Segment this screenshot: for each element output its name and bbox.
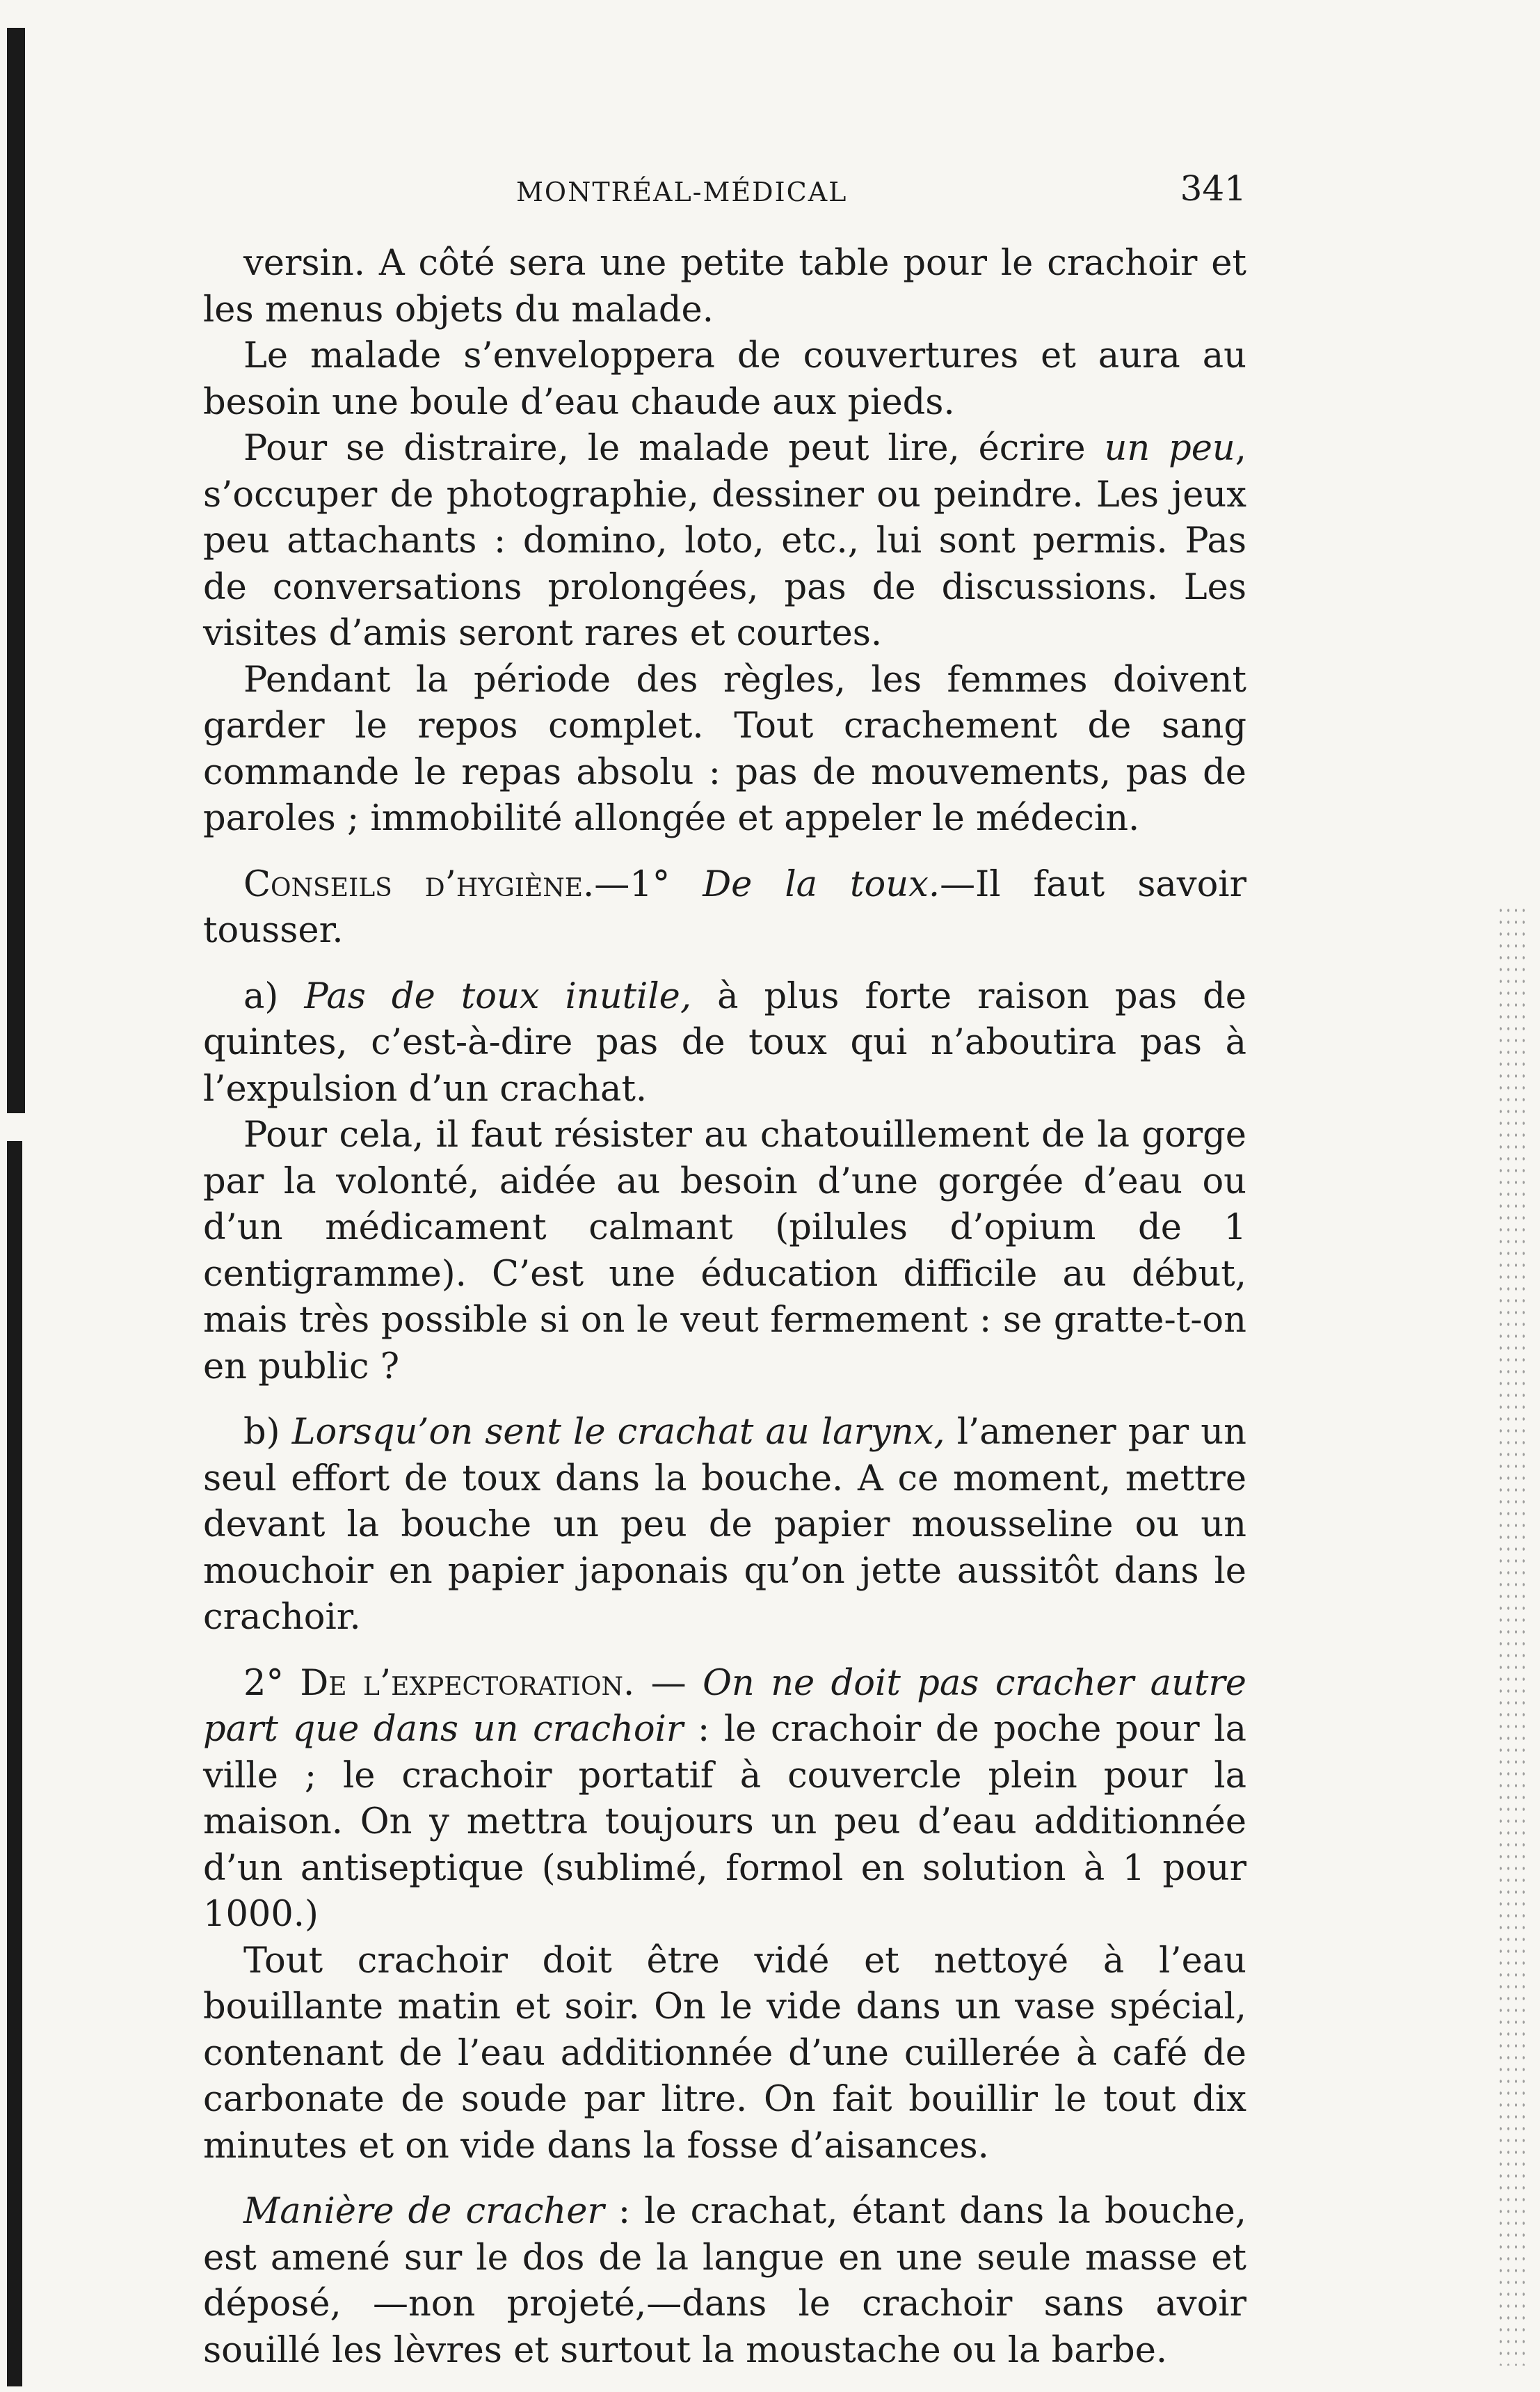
- italic-text: Lorsqu’on sent le crachat au larynx,: [291, 1412, 945, 1453]
- text-run: Tout crachoir doit être vidé et nettoyé à l’eau bouillante matin et soir. On le vide dans un vase spécial, contenant de l’eau additionnée d’une cuillerée à café de carbonate de soude par litre. On fait bouillir le tout dix minutes et on vide dans la fosse d’aisances.: [203, 1940, 1246, 2167]
- page-number: 341: [1180, 168, 1246, 209]
- text-run: —Il faut savoir tousser.: [203, 863, 1246, 951]
- book-page: [203, 164, 1246, 2371]
- paragraph: [203, 426, 1246, 657]
- text-run: b): [243, 1412, 292, 1453]
- italic-text: un peu: [1104, 428, 1235, 469]
- section-heading: De l’expectoration.: [300, 1662, 635, 1704]
- page-header: [203, 164, 1246, 213]
- paragraph: [203, 974, 1246, 1113]
- text-run: Pour se distraire, le malade peut lire, écrire: [243, 428, 1105, 469]
- italic-text: Pas de toux inutile,: [304, 975, 692, 1017]
- text-run: —1°: [594, 863, 703, 905]
- body-text: [203, 241, 1246, 2374]
- scan-noise-right-margin: [1497, 904, 1530, 2366]
- text-run: 2°: [243, 1662, 300, 1704]
- paragraph: [203, 2189, 1246, 2374]
- text-run: a): [243, 975, 305, 1017]
- paragraph: [203, 241, 1246, 333]
- paragraph: [203, 862, 1246, 955]
- text-run: versin. A côté sera une petite table pour le crachoir et les menus objets du malade.: [203, 243, 1246, 330]
- running-title: MONTRÉAL-MÉDICAL: [516, 177, 848, 207]
- text-run: Pour cela, il faut résister au chatouillement de la gorge par la volonté, aidée au besoin d’une gorgée d’eau ou d’un médicament calmant (pilules d’opium de 1 centigramme). C’est une éducation difficile au début, mais très possible si on le veut fermement : se gratte-t-on en public ?: [203, 1115, 1246, 1387]
- text-run: l’amener par un seul effort de toux dans la bouche. A ce moment, mettre devant la bouche un peu de papier mousseline ou un mouchoir en papier japonais qu’on jette aussitôt dans le crachoir.: [203, 1412, 1246, 1638]
- text-run: : le crachoir de poche pour la ville ; le crachoir portatif à couvercle plein pour la maison. On y mettra toujours un peu d’eau additionnée d’un antiseptique (sublimé, formol en solution à 1 pour 1000.): [203, 1709, 1246, 1935]
- paragraph: [203, 333, 1246, 426]
- paragraph: [203, 1410, 1246, 1641]
- italic-text: Manière de cracher: [243, 2191, 604, 2232]
- section-heading: Conseils d’hygiène.: [243, 863, 595, 905]
- text-run: : le crachat, étant dans la bouche, est amené sur le dos de la langue en une seule masse et déposé, —non projeté,—dans le crachoir sans avoir souillé les lèvres et surtout la moustache ou la barbe.: [203, 2191, 1246, 2371]
- paragraph: [203, 1661, 1246, 1938]
- paragraph: [203, 657, 1246, 843]
- text-run: , s’occuper de photographie, dessiner ou peindre. Les jeux peu attachants : domino, loto, etc., lui sont permis. Pas de conversations prolongées, pas de discussions. Les visites d’amis seront rares et courtes.: [203, 428, 1246, 654]
- text-run: Le malade s’enveloppera de couvertures et aura au besoin une boule d’eau chaude aux pieds.: [203, 335, 1246, 423]
- paragraph: [203, 1938, 1246, 2170]
- scan-binding-edge-lower: [7, 1141, 22, 2386]
- italic-text: On ne doit pas cracher autre part que dans un crachoir: [203, 1662, 1246, 1750]
- text-run: à plus forte raison pas de quintes, c’est-à-dire pas de toux qui n’aboutira pas à l’expulsion d’un crachat.: [203, 975, 1246, 1110]
- scan-binding-edge: [7, 28, 25, 1113]
- paragraph: [203, 1113, 1246, 1390]
- text-run: —: [634, 1662, 703, 1704]
- italic-text: De la toux.: [703, 863, 940, 905]
- text-run: Pendant la période des règles, les femmes doivent garder le repos complet. Tout crachement de sang commande le repas absolu : pas de mouvements, pas de paroles ; immobilité allongée et appeler le médecin.: [203, 659, 1246, 839]
